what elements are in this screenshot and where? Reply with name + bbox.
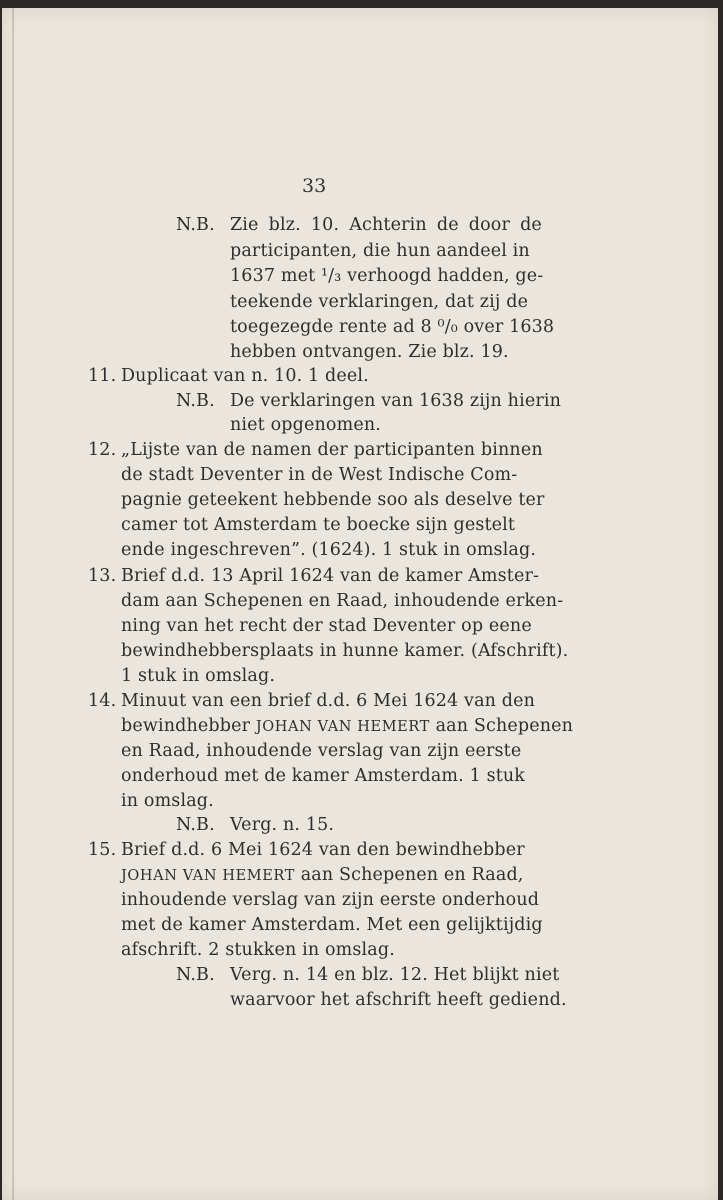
text-line: ning van het recht der stad Deventer op eene: [121, 616, 532, 636]
text-line: Verg. n. 15.: [230, 815, 335, 835]
text-line: Duplicaat van n. 10. 1 deel.: [121, 366, 369, 386]
text-run: aan Schepenen en Raad,: [300, 865, 524, 885]
page-fold-shadow: [12, 8, 14, 1200]
text-line: afschrift. 2 stukken in omslag.: [121, 940, 395, 960]
text-line: pagnie geteekent hebbende soo als deselve ter: [121, 490, 545, 510]
person-name: JOHAN VAN HEMERT: [255, 719, 430, 735]
document-page: [2, 8, 718, 1200]
word: blz.: [268, 215, 301, 235]
item-number: 11.: [88, 366, 117, 386]
text-line: „Lijste van de namen der participanten binnen: [121, 440, 543, 460]
text-line: [121, 865, 524, 885]
text-line: bewindhebbersplaats in hunne kamer. (Afschrift).: [121, 641, 569, 661]
item-number: 15.: [88, 840, 117, 860]
text-run: aan Schepenen: [435, 716, 574, 736]
text-line: [121, 716, 573, 736]
text-line: ende ingeschreven”. (1624). 1 stuk in omslag.: [121, 540, 537, 560]
text-line: niet opgenomen.: [230, 415, 381, 435]
word: de: [520, 215, 542, 235]
word: Achterin: [349, 215, 427, 235]
text-line: en Raad, inhoudende verslag van zijn eerste: [121, 741, 522, 761]
text-line: toegezegde rente ad 8 ⁰/₀ over 1638: [230, 317, 555, 337]
text-line: Minuut van een brief d.d. 6 Mei 1624 van den: [121, 691, 536, 711]
item-number: 14.: [88, 691, 117, 711]
text-line: camer tot Amsterdam te boecke sijn gestelt: [121, 515, 516, 535]
text-line: teekende verklaringen, dat zij de: [230, 292, 529, 312]
text-line: hebben ontvangen. Zie blz. 19.: [230, 342, 509, 362]
text-line: 1637 met ¹/₃ verhoogd hadden, ge-: [230, 266, 544, 286]
word: de: [436, 215, 459, 235]
nb-label: N.B.: [176, 215, 215, 235]
text-line: Verg. n. 14 en blz. 12. Het blijkt niet: [230, 965, 560, 985]
page-number: 33: [302, 175, 327, 197]
text-line: met de kamer Amsterdam. Met een gelijktijdig: [121, 915, 543, 935]
text-line: [230, 215, 542, 235]
text-line: inhoudende verslag van zijn eerste onderhoud: [121, 890, 540, 910]
text-line: 1 stuk in omslag.: [121, 666, 276, 686]
item-number: 12.: [88, 440, 117, 460]
text-line: Brief d.d. 6 Mei 1624 van den bewindhebber: [121, 840, 525, 860]
item-number: 13.: [88, 566, 117, 586]
text-line: participanten, die hun aandeel in: [230, 241, 530, 261]
word: 10.: [310, 215, 340, 235]
word: door: [468, 215, 511, 235]
text-line: onderhoud met de kamer Amsterdam. 1 stuk: [121, 766, 526, 786]
text-line: Brief d.d. 13 April 1624 van de kamer Amster-: [121, 566, 540, 586]
text-line: in omslag.: [121, 791, 214, 811]
text-line: de stadt Deventer in de West Indische Com-: [121, 465, 518, 485]
text-line: waarvoor het afschrift heeft gediend.: [230, 990, 567, 1010]
nb-label: N.B.: [176, 391, 215, 411]
text-line: De verklaringen van 1638 zijn hierin: [230, 391, 562, 411]
nb-label: N.B.: [176, 965, 215, 985]
text-line: dam aan Schepenen en Raad, inhoudende erken-: [121, 591, 564, 611]
word: Zie: [230, 215, 259, 235]
person-name: JOHAN VAN HEMERT: [121, 868, 295, 884]
text-run: bewindhebber: [121, 716, 251, 736]
nb-label: N.B.: [176, 815, 215, 835]
